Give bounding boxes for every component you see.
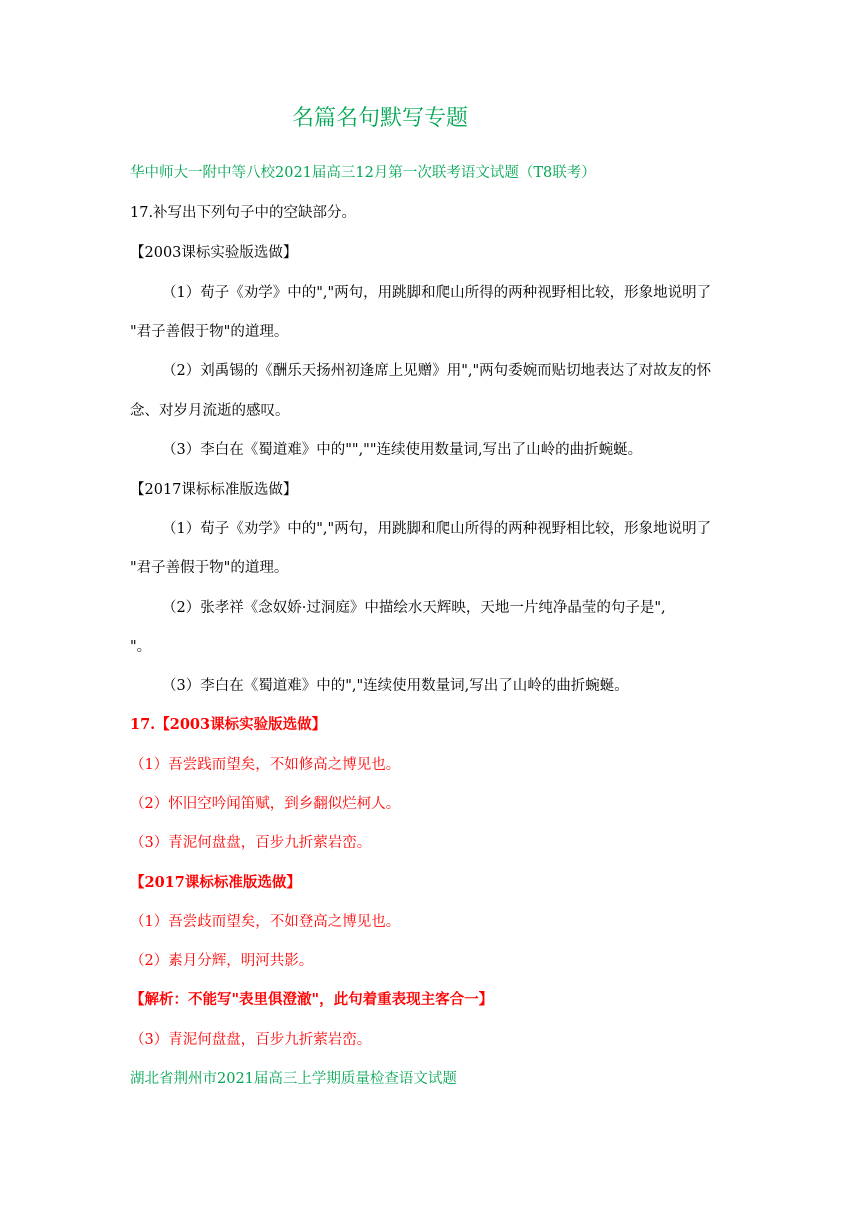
q2003-item2-line2: 念、对岁月流逝的感叹。 — [130, 403, 290, 419]
section-header-2003: 【2003课标实验版选做】 — [130, 245, 298, 261]
exam-source-1: 华中师大一附中等八校2021届高三12月第一次联考语文试题（T8联考） — [130, 165, 596, 181]
exam-source-2: 湖北省荆州市2021届高三上学期质量检查语文试题 — [130, 1071, 457, 1087]
answer-2003-2: （2）怀旧空吟闻笛赋，到乡翻似烂柯人。 — [130, 796, 401, 812]
q2003-item3: （3）李白在《蜀道难》中的"",""连续使用数量词,写出了山岭的曲折蜿蜒。 — [162, 442, 643, 458]
q2017-item1-line2: "君子善假于物"的道理。 — [130, 560, 289, 576]
question-stem: 17.补写出下列句子中的空缺部分。 — [130, 205, 357, 221]
answer-header-2003: 17.【2003课标实验版选做】 — [130, 716, 327, 733]
q2017-item3: （3）李白在《蜀道难》中的","连续使用数量词,写出了山岭的曲折蜿蜒。 — [162, 678, 629, 694]
answer-2017-3: （3）青泥何盘盘，百步九折萦岩峦。 — [130, 1032, 372, 1048]
answer-2003-3: （3）青泥何盘盘，百步九折萦岩峦。 — [130, 835, 372, 851]
q2003-item1-line2: "君子善假于物"的道理。 — [130, 324, 289, 340]
page-title: 名篇名句默写专题 — [292, 106, 469, 131]
answer-2017-note: 【解析：不能写"表里俱澄澈"，此句着重表现主客合一】 — [130, 991, 494, 1008]
q2017-item1-line1: （1）荀子《劝学》中的","两句，用跳脚和爬山所得的两种视野相比较，形象地说明了 — [162, 521, 712, 537]
answer-header-2017: 【2017课标标准版选做】 — [130, 874, 301, 891]
section-header-2017: 【2017课标标准版选做】 — [130, 482, 298, 498]
q2003-item1-line1: （1）荀子《劝学》中的","两句，用跳脚和爬山所得的两种视野相比较，形象地说明了 — [162, 285, 712, 301]
q2003-item2-line1: （2）刘禹锡的《酬乐天扬州初逢席上见赠》用","两句委婉而贴切地表达了对故友的怀 — [162, 363, 712, 379]
q2017-item2-line1: （2）张孝祥《念奴娇·过洞庭》中描绘水天辉映，天地一片纯净晶莹的句子是", — [162, 600, 666, 616]
answer-2017-1: （1）吾尝歧而望矣，不如登高之博见也。 — [130, 914, 401, 930]
q2017-item2-line2: "。 — [130, 639, 152, 655]
answer-2003-1: （1）吾尝践而望矣，不如修高之博见也。 — [130, 757, 401, 773]
answer-2017-2: （2）素月分辉，明河共影。 — [130, 953, 314, 969]
